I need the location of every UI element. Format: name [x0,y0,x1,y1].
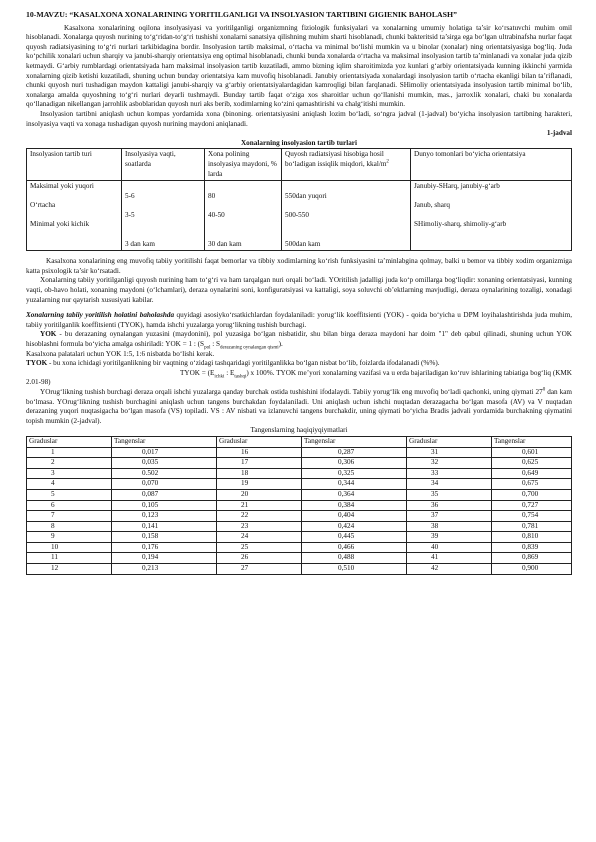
table-cell: 31 [407,447,492,458]
formula-tyok [26,369,572,388]
paragraph-text: - bu derazaning oynalangan yuzasini (maydonini), pol yuzasiga bo‘lgan nisbatidir, shu bilan birga deraza maydoni har doim "1" deb qabul qilinadi, shuning uchun YOK hisoblashni formula bo‘yicha amalga oshiriladi: YOK = 1 : (S [26,330,572,348]
paragraph-lighting: Kasalxona xonalarining eng muvofiq tabiiy yoritilishi faqat bemorlar va tibbiy xodimlarning ko‘rish funksiyasini ta’minlabgina qolmay, balki u bemor va tibbiy xodim organizmiga katta psixologik ta’sir ko‘rsatadi. [26,257,572,275]
table-cell-value: Janubiy-SHarq, janubiy-g‘arb [414,182,500,191]
table-cell: 26 [217,553,302,564]
table-row [27,181,572,251]
table-cell: 17 [217,458,302,469]
table-row [27,511,572,522]
table-cell: 0,839 [492,542,572,553]
table-cell: 34 [407,479,492,490]
table-cell: 0,213 [112,564,217,575]
table-cell: 0,727 [492,500,572,511]
table-cell-value: 3 dan kam [125,239,155,248]
table-cell: 0,404 [302,511,407,522]
table1-label: 1-jadval [546,129,572,138]
table-cell: 27 [217,564,302,575]
table-cell: 35 [407,489,492,500]
table-cell: 0,087 [112,489,217,500]
table-cell: 39 [407,532,492,543]
table-cell: 0,070 [112,479,217,490]
paragraph-indicators [26,311,572,330]
table-cell: 19 [217,479,302,490]
paragraph-method: Insolyasion tartibni aniqlash uchun kompas yordamida xona (binoning. orientatsiyasini aniqlash lozim bo‘ladi, so‘ngra jadval (1-jadval) bo‘yicha insolyasion tartibning harakteri, insolyasiya vaqti va xonaga tushadigan quyosh nurining maydoni aniqlanadi. [26,109,572,128]
table-cell: 0,601 [492,447,572,458]
table-cell [122,181,205,251]
table-cell: 0,017 [112,447,217,458]
table-cell: 12 [27,564,112,575]
table-cell-value: 500dan kam [285,239,321,248]
table-row [27,521,572,532]
subscript: tashqi [234,374,247,380]
table-cell: 0,781 [492,521,572,532]
insolation-table [26,148,572,251]
table-cell: 16 [217,447,302,458]
table-cell: 0,754 [492,511,572,522]
table-cell: 24 [217,532,302,543]
table-header-cell: Dunyo tomonlari bo‘yicha orientatsiya [411,149,572,181]
table-header-cell: Xona polining insolyasiya maydoni, % larda [205,149,282,181]
table-header-cell: Insolyasion tartib turi [27,149,122,181]
table-cell: 0,194 [112,553,217,564]
table-cell: 0,810 [492,532,572,543]
table-cell: 25 [217,542,302,553]
table-cell [282,181,411,251]
paragraph-yok [26,330,572,349]
table-header-cell: Tangenslar [492,436,572,447]
table-cell [205,181,282,251]
table-cell-value: Maksimal yoki yuqori [30,182,94,191]
table-cell: 0,445 [302,532,407,543]
table-cell: 40 [407,542,492,553]
table-row [27,542,572,553]
table-cell: 7 [27,511,112,522]
page-title: 10-MAVZU: “KASALXONA XONALARINING YORITILGANLIGI VA INSOLYASION TARTIBINI GIGIENIK BAHOLASH” [26,10,457,19]
table-header-row [27,149,572,181]
table-cell: 42 [407,564,492,575]
paragraph-text: dan kam bo‘lmasa. YOrug‘likning tushish burchagini aniqlash uchun tangens burchakdan foydalaniladi. Uni aniqlash uchun ishchi nuqtadan derazagacha bo‘lgan masofa (AV) va V nuqtadan derazaning yuqori nuqtasigacha bo‘lgan masofa (VS) topiladi. VS : AV nisbati va izlanuvchi tangens burchakdir, uning qiymati bo‘yicha Bradis jadvali yordamida burchakning qiymatini topish mumkin (2-jadval). [26,387,572,425]
table-cell: 9 [27,532,112,543]
table-row [27,468,572,479]
table-cell: 0.502 [112,468,217,479]
table-cell: 5 [27,489,112,500]
superscript: 2 [386,159,389,165]
table-header-cell: Tangenslar [112,436,217,447]
paragraph-yok-norm: Kasalxona palatalari uchun YOK 1:5, 1:6 nisbatda bo‘lishi kerak. [26,349,215,358]
subscript: pol [204,345,211,351]
table-row [27,500,572,511]
table-cell: 4 [27,479,112,490]
table-cell: 0,141 [112,521,217,532]
table-header-cell: Graduslar [217,436,302,447]
table-header-row [27,436,572,447]
formula-text: ) x 100%. TYOK me’yori xonalarning vazifasi va u erda bajariladigan ko‘ruv ishlarining tabiatiga bog‘liq (KMK 2.01-98) [26,368,572,387]
table-cell: 33 [407,468,492,479]
table-cell-value: 500-550 [285,210,309,219]
formula-text: TYOK = (E [180,368,215,377]
paragraph-tyok [26,359,572,369]
table-cell-value: SHimoliy-sharq, shimoliy-g‘arb [414,220,507,229]
table-cell-value: 550dan yuqori [285,191,327,200]
table-cell-value: O‘rtacha [30,201,56,210]
table-cell: 38 [407,521,492,532]
table-cell: 2 [27,458,112,469]
table-cell: 0,466 [302,542,407,553]
table1-caption: Xonalarning insolyasion tartib turlari [240,138,357,147]
table-cell: 41 [407,553,492,564]
table-cell: 0,306 [302,458,407,469]
term-yok: YOK [40,330,57,339]
table-cell: 23 [217,521,302,532]
paragraph-natural-light: Xonalarning tabiiy yoritilganligi quyosh nurining ham to‘g‘ri va ham tarqalgan nuri orqali bo‘ladi. YOritilish jadalligi juda ko‘p omillarga bog‘liqdir: xonaning orientatsiyasi, kunning vaqti, ob-havo holati, xonaning maydoni (o‘lchamlari), deraza oynalarini soni, konfiguratsiyasi va kattaligi, soya soluvchi ob’ektlarning mavjudligi, deraza oynalarining tozaligi, xonadagi yuzalarning nur qaytarish xususiyati kabilar. [26,276,572,304]
table-cell-value: Minimal yoki kichik [30,220,90,229]
table-cell-value: Janub, sharq [414,201,450,210]
table-cell: 0,123 [112,511,217,522]
term-tyok: TYOK [26,359,48,368]
table-header-cell: Tangenslar [302,436,407,447]
emphasis-text: Xonalarning tabiiy yoritilish holatini baholashda [26,311,175,320]
table-cell: 0,176 [112,542,217,553]
table-cell: 11 [27,553,112,564]
table-row [27,553,572,564]
superscript: 0 [542,387,546,393]
table-cell: 0,384 [302,500,407,511]
table-row [27,564,572,575]
subscript: derazaning oynalangan qismi [220,345,279,351]
table-cell: 0,649 [492,468,572,479]
table-cell [27,181,122,251]
subscript: ichki [214,374,225,380]
table2-caption: Tangenslarning haqiqiyqiymatlari [250,426,348,435]
table-cell-value: 40-50 [208,210,225,219]
table-cell: 0,900 [492,564,572,575]
paragraph-text: : S [210,340,221,348]
table-cell: 8 [27,521,112,532]
paragraph-text: quyidagi asosiyko‘rsatkichlardan foydalaniladi: yorug‘lik koeffitsienti (YOK) - qoida bo‘yicha u DPM loyihalashtirishda juda muhim, tabiiy yoritilganlik koeffitsienti (TYOK), hamda ishchi yuzalarga yorug‘likning tushish burchagi. [26,311,572,329]
table-cell: 10 [27,542,112,553]
table-header-cell: Insolyasiya vaqti, soatlarda [122,149,205,181]
table-cell: 18 [217,468,302,479]
table-row [27,532,572,543]
formula-text: : E [224,368,235,377]
table-cell: 36 [407,500,492,511]
table-row [27,489,572,500]
table-cell: 0,625 [492,458,572,469]
table-cell: 0,869 [492,553,572,564]
table-cell: 6 [27,500,112,511]
tangent-table [26,436,572,575]
table-cell-value: 3-5 [125,210,135,219]
table-cell: 0,364 [302,489,407,500]
table-cell: 0,344 [302,479,407,490]
document-page [26,10,572,575]
table-cell: 0,287 [302,447,407,458]
table-cell: 0,035 [112,458,217,469]
table-row [27,447,572,458]
table-cell: 0,105 [112,500,217,511]
table-cell: 1 [27,447,112,458]
paragraph-text: ). [278,340,283,348]
paragraph-text: - bu xona ichidagi yoritilganlikning bir vaqtning o‘zidagi tashqaridagi yoritilganlikka bo‘lgan nisbat bo‘lib, foizlarda ifodalanadi (%%). [48,359,440,368]
table-cell: 20 [217,489,302,500]
paragraph-insolation: Kasalxona xonalarining oqilona insolyasiyasi va yoritilganligi organizmning fiziologik funksiyalari va xonalarning umumiy holatiga ta’sir ko‘rsatuvchi muhim omil hisoblanadi. Xonalarga quyosh nurining to‘g‘ridan-to‘g‘ri tushishi xonalarni sanatsiya qilishning muhim sharti hisoblanadi, chunki bakteritsid ta’sirga ega bo‘lgan ultrabinafsha nurlar faqat quyosh radiatsiyasining to‘g‘ri nurlari tarkibidagina bordir. Insolyasion tartib maksimal, o‘rtacha va minimal bo‘lishi mumkin va u binolar (xonalar) ning orientatsiyasiga bog‘liq. Juda ko‘pchilik xonalari uchun sharqiy va janubi-sharqiy orientatsiya eng optimal hisoblanadi, chunki bunda xonalarda o‘rtacha va maksimal insolyasion tartib ta’minlanadi va xonalar juda qizib ketmaydi. G‘arbiy rumblardagi orientatsiyada ham maksimal insolyasion tartib kuzatiladi, ammo bizning iqlim sharoitimizda yoz kunlari g‘arbiy orientatsiyada kunning ikkinchi yarmida xonalarning qizib ketishi kuzatiladi, shuning uchun bunday orientatsiya kam muvofiq hisoblanadi. Janubiy orientatsiyada xonalardagi insolyasion tartib o‘rtacha ekanligi bilan ta’riflanadi, chunki quyosh nuri tushadigan maydon kattaligi janubi-sharqiy va g‘arbiy orientatsiyalardagidan kamroqligi bilan farqlanadi. SHimoliy orientatsiyada insolyasion tartib minimal bo‘lib, xonalarga amalda quyoshning to‘g‘ri nurlari deyarli tushmaydi. Bunday tartib faqat o‘ziga xos sharoitlar uchun qo‘llanishi mumkin, mas., jarroxlik xonalari, chaki bu xonalarda qo‘llanadigan nikellangan jarrohlik asboblaridan quyosh nuri aks berib, xodimlarning ko‘zini qamashtirishi va chalg‘itishi mumkin. [26,23,572,109]
table-header-text: Quyosh radiatsiyasi hisobiga hosil bo‘ladigan issiqlik miqdori, kkal/m [285,150,387,168]
table-cell-value: 80 [208,191,216,200]
table-cell-value: 30 dan kam [208,239,242,248]
table-cell: 0,325 [302,468,407,479]
table-cell: 22 [217,511,302,522]
paragraph-text: YOrug‘likning tushish burchagi deraza orqali ishchi yuzalarga qanday burchak ostida tushishini ifodalaydi. Tabiiy yorug‘lik eng muvofiq bo‘ladi qachonki, uning qiymati 27 [40,387,543,396]
table-header-cell: Graduslar [27,436,112,447]
table-cell: 37 [407,511,492,522]
table-header-cell: Graduslar [407,436,492,447]
table-cell: 21 [217,500,302,511]
table-cell: 0,700 [492,489,572,500]
table-row [27,479,572,490]
table-cell: 0,675 [492,479,572,490]
table-cell: 0,158 [112,532,217,543]
paragraph-light-angle [26,388,572,426]
table-cell-value: 5-6 [125,191,135,200]
table-cell: 3 [27,468,112,479]
table-row [27,458,572,469]
table-cell: 0,424 [302,521,407,532]
table-cell [411,181,572,251]
table-cell: 0,488 [302,553,407,564]
table-cell: 0,510 [302,564,407,575]
table-header-cell [282,149,411,181]
table-cell: 32 [407,458,492,469]
